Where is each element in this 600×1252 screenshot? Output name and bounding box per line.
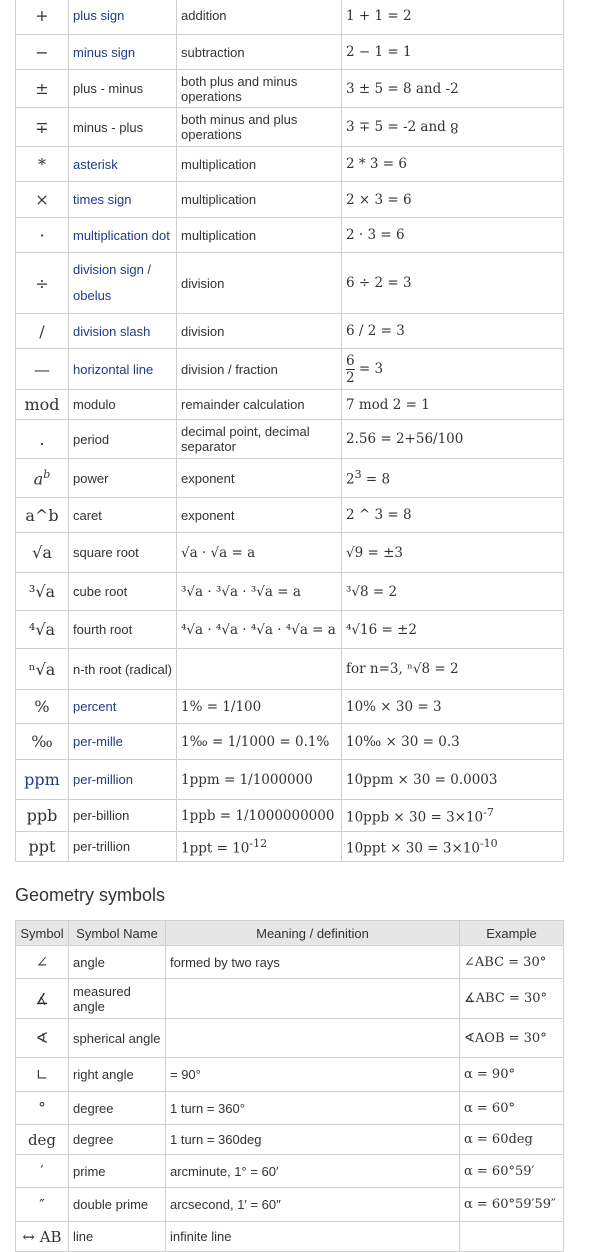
meaning-cell: ⁴√a · ⁴√a · ⁴√a · ⁴√a = a bbox=[177, 611, 342, 649]
meaning-cell: multiplication bbox=[177, 218, 342, 253]
example-cell: 2 ^ 3 = 8 bbox=[342, 498, 564, 533]
example-cell: ∠ABC = 30° bbox=[460, 946, 564, 979]
symbol-cell: ppb bbox=[16, 800, 69, 832]
header-meaning: Meaning / definition bbox=[166, 921, 460, 946]
symbol-name-link[interactable]: plus sign bbox=[69, 0, 177, 35]
symbol-cell: ∡ bbox=[16, 979, 69, 1019]
meaning-cell: 1% = 1/100 bbox=[177, 690, 342, 724]
table-row bbox=[16, 420, 564, 459]
symbol-name: per-billion bbox=[69, 800, 177, 832]
example-flipped-text: 8 bbox=[450, 119, 459, 135]
table-row bbox=[16, 1125, 564, 1155]
symbol-name: minus - plus bbox=[69, 108, 177, 147]
meaning-cell: both plus and minus operations bbox=[177, 70, 342, 108]
symbol-name: double prime bbox=[69, 1188, 166, 1222]
symbol-name: degree bbox=[69, 1125, 166, 1155]
table-row bbox=[16, 760, 564, 800]
example-cell: α = 60deg bbox=[460, 1125, 564, 1155]
table-row bbox=[16, 459, 564, 498]
symbol-name-link[interactable]: division sign / obelus bbox=[69, 253, 177, 314]
meaning-cell: division / fraction bbox=[177, 349, 342, 390]
meaning-cell: exponent bbox=[177, 498, 342, 533]
symbol-cell: √a bbox=[16, 533, 69, 573]
example-cell: 10‰ × 30 = 0.3 bbox=[342, 724, 564, 760]
table-row bbox=[16, 1019, 564, 1058]
symbol-cell: ∠ bbox=[16, 946, 69, 979]
table-row bbox=[16, 832, 564, 862]
table-row bbox=[16, 253, 564, 314]
symbol-name: n-th root (radical) bbox=[69, 649, 177, 690]
meaning-cell: remainder calculation bbox=[177, 390, 342, 420]
table-row bbox=[16, 314, 564, 349]
symbol-cell: ∢ bbox=[16, 1019, 69, 1058]
symbol-name: angle bbox=[69, 946, 166, 979]
example-cell: 2 * 3 = 6 bbox=[342, 147, 564, 182]
example-cell: 1 + 1 = 2 bbox=[342, 0, 564, 35]
symbol-cell: − bbox=[16, 35, 69, 70]
meaning-cell: 1ppb = 1/1000000000 bbox=[177, 800, 342, 832]
table-row bbox=[16, 70, 564, 108]
meaning-cell: 1‰ = 1/1000 = 0.1% bbox=[177, 724, 342, 760]
meaning-cell: ³√a · ³√a · ³√a = a bbox=[177, 573, 342, 611]
symbol-cell: . bbox=[16, 420, 69, 459]
symbol-cell: ppm bbox=[16, 760, 69, 800]
symbol-base: a bbox=[33, 469, 44, 489]
example-cell: for n=3, ⁿ√8 = 2 bbox=[342, 649, 564, 690]
symbol-cell bbox=[16, 459, 69, 498]
example-cell bbox=[342, 459, 564, 498]
table-row bbox=[16, 979, 564, 1019]
symbol-cell: ∟ bbox=[16, 1058, 69, 1092]
table-row bbox=[16, 147, 564, 182]
meaning-cell: arcminute, 1° = 60′ bbox=[166, 1155, 460, 1188]
geometry-section-title: Geometry symbols bbox=[15, 885, 166, 905]
symbol-superscript: b bbox=[43, 467, 51, 481]
table-row bbox=[16, 182, 564, 218]
symbol-cell: ‰ bbox=[16, 724, 69, 760]
table-row bbox=[16, 573, 564, 611]
symbol-cell: ∓ bbox=[16, 108, 69, 147]
symbol-name: modulo bbox=[69, 390, 177, 420]
symbol-name-link[interactable]: per-mille bbox=[69, 724, 177, 760]
example-superscript: -7 bbox=[483, 805, 494, 819]
example-cell: ³√8 = 2 bbox=[342, 573, 564, 611]
example-cell: ⁴√16 = ±2 bbox=[342, 611, 564, 649]
table-row bbox=[16, 218, 564, 253]
example-superscript: -10 bbox=[479, 836, 498, 850]
example-cell bbox=[460, 1222, 564, 1252]
meaning-cell bbox=[166, 1019, 460, 1058]
symbol-name-link[interactable]: per-million bbox=[69, 760, 177, 800]
math-symbols-table bbox=[15, 0, 564, 862]
table-row bbox=[16, 1188, 564, 1222]
symbol-name: prime bbox=[69, 1155, 166, 1188]
example-result: = 3 bbox=[358, 360, 384, 377]
example-base: 2 bbox=[346, 471, 355, 488]
symbol-name: line bbox=[69, 1222, 166, 1252]
header-symbol: Symbol bbox=[16, 921, 69, 946]
meaning-cell: exponent bbox=[177, 459, 342, 498]
example-cell: 3 ± 5 = 8 and -2 bbox=[342, 70, 564, 108]
meaning-base: 1ppt = 10 bbox=[181, 840, 250, 857]
symbol-cell: ⁴√a bbox=[16, 611, 69, 649]
meaning-cell: √a · √a = a bbox=[177, 533, 342, 573]
symbol-cell: × bbox=[16, 182, 69, 218]
meaning-cell: multiplication bbox=[177, 147, 342, 182]
table-row bbox=[16, 1092, 564, 1125]
example-cell: 10ppm × 30 = 0.0003 bbox=[342, 760, 564, 800]
example-base: 10ppb × 30 = 3×10 bbox=[346, 809, 484, 826]
table-row bbox=[16, 533, 564, 573]
example-cell: 7 mod 2 = 1 bbox=[342, 390, 564, 420]
example-result: = 8 bbox=[361, 471, 391, 488]
example-cell: 6 / 2 = 3 bbox=[342, 314, 564, 349]
fraction-denominator: 2 bbox=[346, 369, 355, 386]
symbol-cell: % bbox=[16, 690, 69, 724]
symbol-cell: ÷ bbox=[16, 253, 69, 314]
example-cell: 2 − 1 = 1 bbox=[342, 35, 564, 70]
example-cell bbox=[342, 108, 564, 147]
symbol-cell: · bbox=[16, 218, 69, 253]
symbol-cell: / bbox=[16, 314, 69, 349]
symbol-cell: ± bbox=[16, 70, 69, 108]
table-row bbox=[16, 349, 564, 390]
symbol-name: right angle bbox=[69, 1058, 166, 1092]
example-cell: 6 ÷ 2 = 3 bbox=[342, 253, 564, 314]
example-cell: α = 90° bbox=[460, 1058, 564, 1092]
meaning-cell: division bbox=[177, 314, 342, 349]
symbol-name-link[interactable]: times sign bbox=[69, 182, 177, 218]
example-cell: 2 · 3 = 6 bbox=[342, 218, 564, 253]
symbol-cell: ³√a bbox=[16, 573, 69, 611]
example-cell bbox=[342, 800, 564, 832]
meaning-cell: decimal point, decimal separator bbox=[177, 420, 342, 459]
meaning-superscript: -12 bbox=[249, 837, 268, 851]
symbol-name: degree bbox=[69, 1092, 166, 1125]
table-row bbox=[16, 946, 564, 979]
symbol-name: spherical angle bbox=[69, 1019, 166, 1058]
meaning-cell: 1ppm = 1/1000000 bbox=[177, 760, 342, 800]
example-cell: ∢AOB = 30° bbox=[460, 1019, 564, 1058]
meaning-cell bbox=[166, 979, 460, 1019]
example-cell: α = 60°59′59″ bbox=[460, 1188, 564, 1222]
table-row bbox=[16, 649, 564, 690]
symbol-cell: ′ bbox=[16, 1155, 69, 1188]
table-row bbox=[16, 0, 564, 35]
meaning-cell: arcsecond, 1′ = 60″ bbox=[166, 1188, 460, 1222]
symbol-cell: ⁿ√a bbox=[16, 649, 69, 690]
meaning-cell: subtraction bbox=[177, 35, 342, 70]
table-row bbox=[16, 35, 564, 70]
symbol-cell: mod bbox=[16, 390, 69, 420]
example-base: 10ppt × 30 = 3×10 bbox=[346, 840, 480, 857]
symbol-name-link[interactable]: percent bbox=[69, 690, 177, 724]
example-cell bbox=[342, 349, 564, 390]
meaning-cell: infinite line bbox=[166, 1222, 460, 1252]
table-row bbox=[16, 1155, 564, 1188]
symbol-name-link[interactable]: division slash bbox=[69, 314, 177, 349]
example-cell: α = 60° bbox=[460, 1092, 564, 1125]
example-superscript: 3 bbox=[354, 468, 362, 482]
geometry-header-row bbox=[16, 921, 564, 946]
meaning-cell: 1 turn = 360° bbox=[166, 1092, 460, 1125]
symbol-cell: ″ bbox=[16, 1188, 69, 1222]
example-cell: 10% × 30 = 3 bbox=[342, 690, 564, 724]
symbol-name: period bbox=[69, 420, 177, 459]
meaning-cell: formed by two rays bbox=[166, 946, 460, 979]
symbol-cell: ↔ AB bbox=[16, 1222, 69, 1252]
symbol-name-link[interactable]: multiplication dot bbox=[69, 218, 177, 253]
table-row bbox=[16, 1058, 564, 1092]
symbol-name: measured angle bbox=[69, 979, 166, 1019]
header-symbol-name: Symbol Name bbox=[69, 921, 166, 946]
meaning-cell: multiplication bbox=[177, 182, 342, 218]
symbol-name: fourth root bbox=[69, 611, 177, 649]
symbol-name-link[interactable]: asterisk bbox=[69, 147, 177, 182]
symbol-name-link[interactable]: horizontal line bbox=[69, 349, 177, 390]
meaning-cell: division bbox=[177, 253, 342, 314]
geometry-symbols-table bbox=[15, 920, 564, 1252]
example-cell: 2 × 3 = 6 bbox=[342, 182, 564, 218]
meaning-cell bbox=[177, 832, 342, 862]
fraction bbox=[346, 353, 355, 386]
symbol-cell: ppt bbox=[16, 832, 69, 862]
example-cell: ∡ABC = 30° bbox=[460, 979, 564, 1019]
symbol-cell: deg bbox=[16, 1125, 69, 1155]
table-row bbox=[16, 800, 564, 832]
symbol-cell: + bbox=[16, 0, 69, 35]
symbol-name: caret bbox=[69, 498, 177, 533]
table-row bbox=[16, 724, 564, 760]
example-text: 3 ∓ 5 = -2 and bbox=[346, 119, 451, 135]
meaning-cell: 1 turn = 360deg bbox=[166, 1125, 460, 1155]
symbol-name: power bbox=[69, 459, 177, 498]
meaning-cell bbox=[177, 649, 342, 690]
example-cell: 2.56 = 2+56/100 bbox=[342, 420, 564, 459]
symbol-name: cube root bbox=[69, 573, 177, 611]
fraction-numerator: 6 bbox=[346, 352, 355, 369]
symbol-cell: a^b bbox=[16, 498, 69, 533]
table-row bbox=[16, 498, 564, 533]
symbol-name-link[interactable]: minus sign bbox=[69, 35, 177, 70]
table-row bbox=[16, 108, 564, 147]
table-row bbox=[16, 390, 564, 420]
symbol-cell: — bbox=[16, 349, 69, 390]
meaning-cell: addition bbox=[177, 0, 342, 35]
example-cell: α = 60°59′ bbox=[460, 1155, 564, 1188]
symbol-cell: ° bbox=[16, 1092, 69, 1125]
symbol-name: per-trillion bbox=[69, 832, 177, 862]
symbol-name: plus - minus bbox=[69, 70, 177, 108]
meaning-cell: = 90° bbox=[166, 1058, 460, 1092]
table-row bbox=[16, 690, 564, 724]
symbol-cell: * bbox=[16, 147, 69, 182]
header-example: Example bbox=[460, 921, 564, 946]
table-row bbox=[16, 1222, 564, 1252]
symbol-name: square root bbox=[69, 533, 177, 573]
table-row bbox=[16, 611, 564, 649]
example-cell: √9 = ±3 bbox=[342, 533, 564, 573]
example-cell bbox=[342, 832, 564, 862]
meaning-cell: both minus and plus operations bbox=[177, 108, 342, 147]
